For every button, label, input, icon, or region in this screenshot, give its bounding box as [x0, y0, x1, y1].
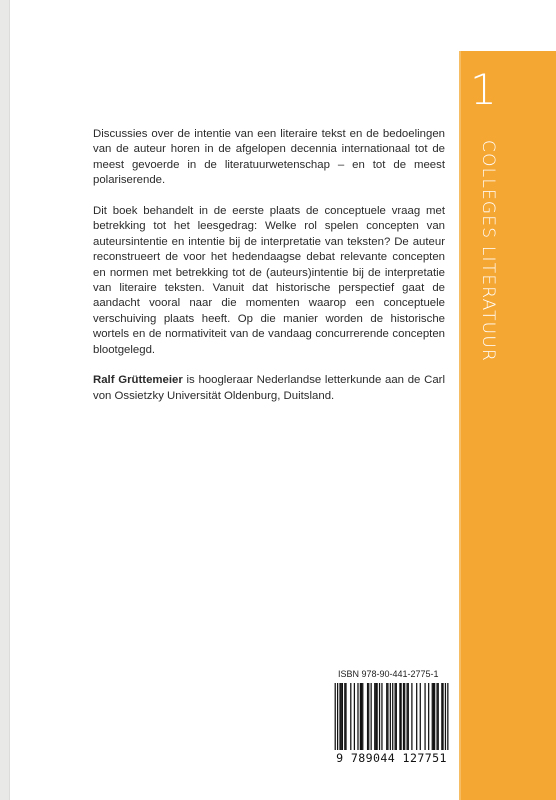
barcode-bar: [400, 683, 401, 751]
author-name: Ralf Grüttemeier: [93, 374, 183, 387]
barcode-bar: [367, 683, 368, 751]
barcode-bar: [375, 683, 376, 751]
barcode-bar: [387, 683, 388, 751]
barcode-bar: [342, 683, 343, 751]
barcode-bar: [442, 683, 443, 751]
barcode-bar: [433, 683, 434, 751]
barcode-bar: [399, 683, 400, 751]
barcode-bar: [374, 683, 375, 751]
barcode-bar: [354, 683, 355, 751]
barcode-bar: [341, 683, 342, 751]
blurb-paragraph-intro: Discussies over de intentie van een literaire tekst en de bedoelingen van de auteur horen in de afgelopen decennia internationaal tot de meest gevoerde in de literatuurwetenschap – en tot de meest polariserende.: [93, 128, 445, 187]
author-bio: is hoogleraar Nederlandse letterkunde aan de Carl von Ossietzky Universität Oldenburg, Duitsland.: [93, 374, 445, 402]
barcode-bar: [406, 683, 407, 751]
barcode-bar: [395, 683, 396, 751]
barcode-bar: [379, 683, 380, 751]
barcode-digits: 9 789044 127751: [331, 750, 452, 766]
author-paragraph: [93, 373, 445, 404]
barcode-bar: [362, 683, 363, 751]
series-band: [459, 51, 556, 800]
barcode-bar: [368, 683, 369, 751]
blurb-paragraph-content: Dit boek behandelt in de eerste plaats de conceptuele vraag met betrekking tot het leesgedrag: Welke rol spelen concepten van auteursintentie en intentie bij de interpretatie van teksten? De auteur reconstrueert de voor het hedendaagse debat relevante concepten en normen met betrekking tot de (auteurs)intentie bij de interpretatie van literaire teksten. Vanuit dat historische perspectief gaat de aandacht vooral naar die momenten waarop een conceptuele verschuiving plaats heeft. Op die manier worden de historische wortels en de normativiteit van de vandaag concurrerende concepten blootgelegd.: [93, 205, 445, 356]
barcode-bar: [345, 683, 346, 751]
barcode-bar: [371, 683, 372, 751]
barcode-bar: [357, 683, 358, 751]
barcode-bar: [339, 683, 340, 751]
barcode-bar: [416, 683, 417, 751]
barcode-bar: [434, 683, 435, 751]
barcode-bar: [403, 683, 404, 751]
barcode-bar: [428, 683, 429, 751]
barcode-bar: [404, 683, 405, 751]
barcode-bar: [424, 683, 425, 751]
barcode-bar: [441, 683, 442, 751]
series-title: COLLEGES LITERATUUR: [478, 140, 498, 362]
barcode-bar: [361, 683, 362, 751]
barcode-bar: [408, 683, 409, 751]
barcode-bar: [411, 683, 412, 751]
barcode-bar: [432, 683, 433, 751]
barcode-bar: [420, 683, 421, 751]
barcode-bar: [396, 683, 397, 751]
barcode-bar: [360, 683, 361, 751]
barcode-bar: [381, 683, 382, 751]
isbn-label: ISBN 978-90-441-2775-1: [338, 669, 439, 679]
blurb: [93, 127, 445, 420]
barcode-bar: [344, 683, 345, 751]
series-volume-number: 1: [470, 65, 497, 114]
barcode-bar: [350, 683, 351, 751]
barcode-bar: [436, 683, 437, 751]
barcode-bar: [438, 683, 439, 751]
barcode-bar: [377, 683, 378, 751]
barcode-bar: [386, 683, 387, 751]
